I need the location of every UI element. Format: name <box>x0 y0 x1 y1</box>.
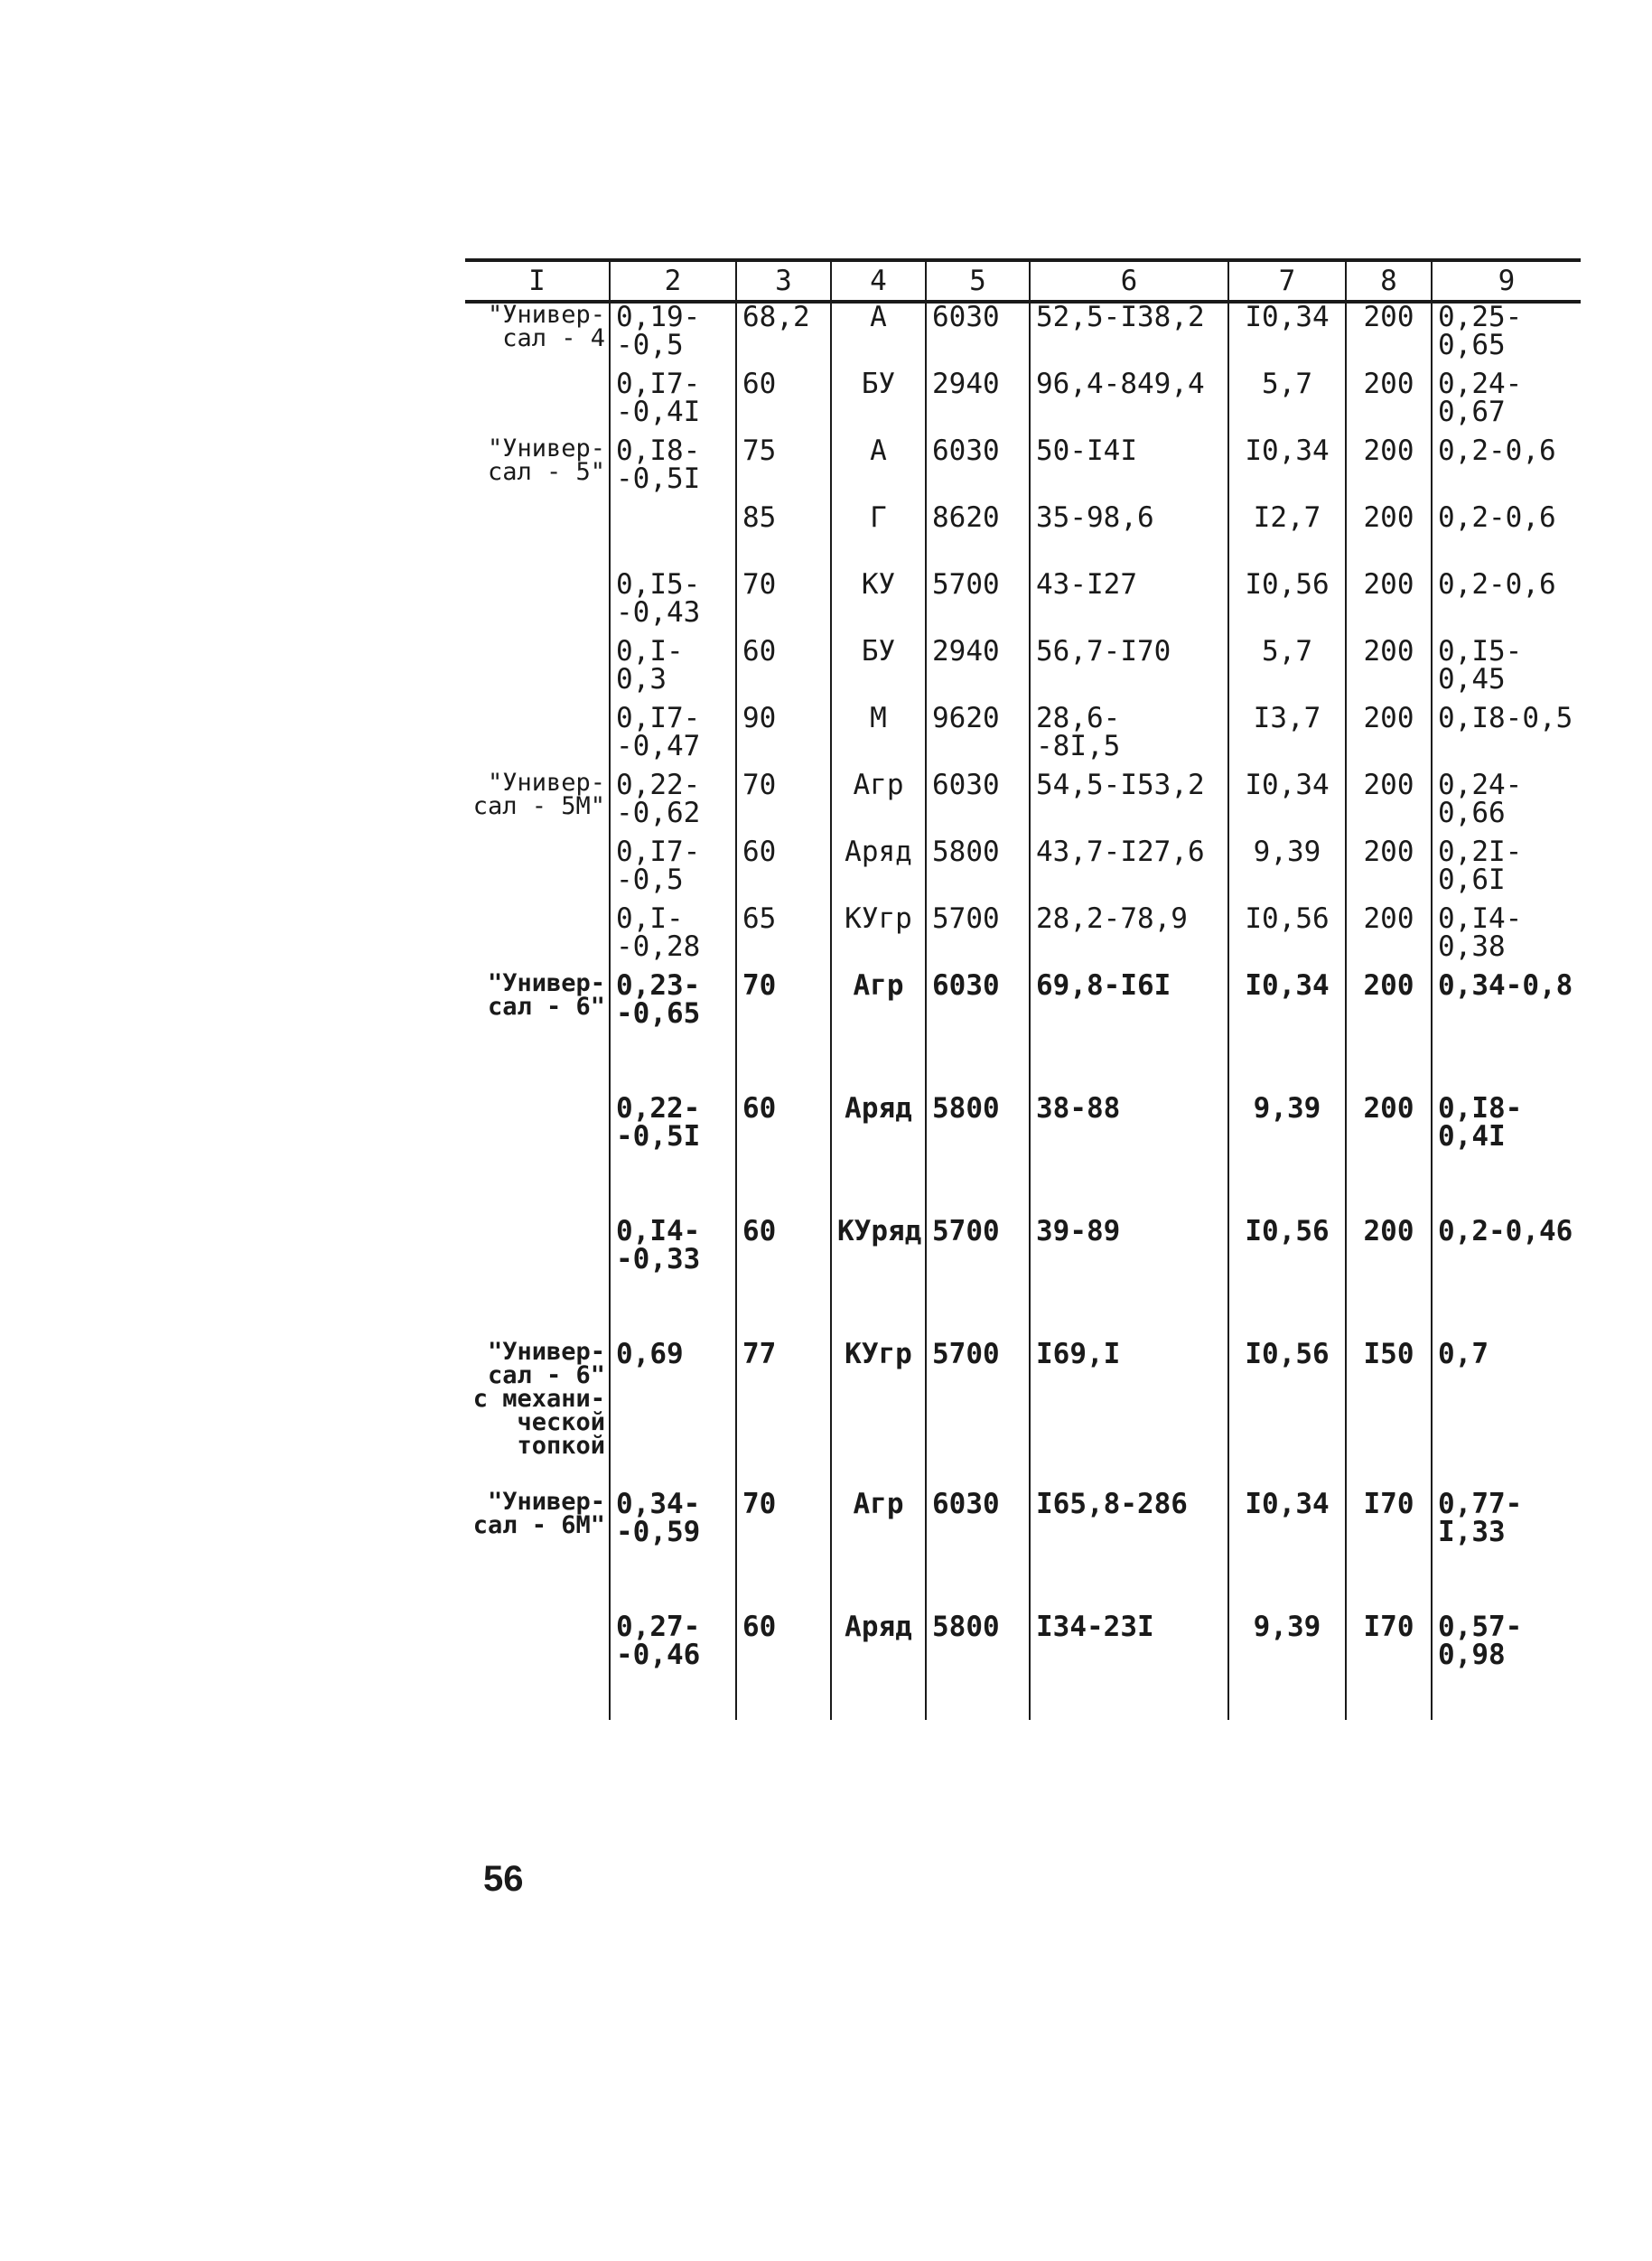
table-cell: 200 <box>1346 638 1432 705</box>
table-cell: I0,34 <box>1228 972 1346 1095</box>
table-cell: 0,2-0,46 <box>1432 1218 1581 1341</box>
table-row <box>465 302 1581 370</box>
table-cell: 70 <box>736 972 831 1095</box>
table-cell: 0,22- -0,62 <box>610 771 736 838</box>
table-row <box>465 437 1581 504</box>
table-cell: 9,39 <box>1228 1095 1346 1218</box>
data-table <box>465 258 1581 1720</box>
column-header: 9 <box>1432 260 1581 302</box>
table-cell <box>465 905 610 972</box>
table-cell: "Универ- сал - 5" <box>487 434 605 486</box>
table-row <box>465 705 1581 771</box>
table-cell: 0,24-0,67 <box>1432 370 1581 437</box>
table-cell: 43,7-I27,6 <box>1030 838 1228 905</box>
table-row <box>465 1613 1581 1720</box>
table-cell: I0,34 <box>1228 437 1346 504</box>
table-cell: 0,77-I,33 <box>1432 1490 1581 1613</box>
table-cell: 0,34-0,8 <box>1432 972 1581 1095</box>
table-cell: 200 <box>1346 905 1432 972</box>
table-cell: 60 <box>736 1095 831 1218</box>
table-cell: 70 <box>736 571 831 638</box>
column-header: 6 <box>1030 260 1228 302</box>
column-header: 3 <box>736 260 831 302</box>
table-cell: I0,56 <box>1228 1341 1346 1490</box>
table-cell: 70 <box>736 1490 831 1613</box>
table-cell: 0,2-0,6 <box>1432 571 1581 638</box>
table-cell: 0,2-0,6 <box>1432 437 1581 504</box>
table-cell: 6030 <box>926 771 1030 838</box>
table-cell: I65,8-286 <box>1030 1490 1228 1613</box>
table-cell: 0,19- -0,5 <box>610 302 736 370</box>
table-cell: 5700 <box>926 571 1030 638</box>
table-cell: I50 <box>1346 1341 1432 1490</box>
table-cell: 90 <box>736 705 831 771</box>
table-row <box>465 905 1581 972</box>
table-cell: 0,I7- -0,5 <box>610 838 736 905</box>
table-header-row <box>465 260 1581 302</box>
table-cell: 9,39 <box>1228 1613 1346 1720</box>
table-cell: 68,2 <box>736 302 831 370</box>
table-cell: I70 <box>1346 1613 1432 1720</box>
page-number: 56 <box>483 1859 524 1899</box>
table-cell <box>465 838 610 905</box>
table-cell: А <box>831 302 926 370</box>
table-cell: I0,34 <box>1228 302 1346 370</box>
table-cell: 0,I7- -0,47 <box>610 705 736 771</box>
table-row <box>465 1490 1581 1613</box>
table-cell: I2,7 <box>1228 504 1346 571</box>
table-cell: "Универ- сал - 6" <box>487 969 605 1021</box>
table-cell: 54,5-I53,2 <box>1030 771 1228 838</box>
table-cell: 38-88 <box>1030 1095 1228 1218</box>
table-cell: 5700 <box>926 1341 1030 1490</box>
table-cell: "Универ- сал - 4 <box>487 301 605 352</box>
column-header: 7 <box>1228 260 1346 302</box>
table-cell: 0,I4- -0,33 <box>610 1218 736 1341</box>
table-cell: 0,2I-0,6I <box>1432 838 1581 905</box>
table-cell: 0,2-0,6 <box>1432 504 1581 571</box>
table-cell <box>465 1095 610 1218</box>
table-cell <box>465 571 610 638</box>
table-cell: 2940 <box>926 370 1030 437</box>
table-cell: 52,5-I38,2 <box>1030 302 1228 370</box>
table-cell: 43-I27 <box>1030 571 1228 638</box>
table-cell: 200 <box>1346 838 1432 905</box>
column-header: 2 <box>610 260 736 302</box>
table-cell: М <box>831 705 926 771</box>
table-row <box>465 838 1581 905</box>
table-cell: 0,I5-0,45 <box>1432 638 1581 705</box>
table-cell: КУгр <box>831 1341 926 1490</box>
table-cell: 200 <box>1346 437 1432 504</box>
table-cell: 200 <box>1346 302 1432 370</box>
table-cell: Агр <box>831 771 926 838</box>
table-cell: Агр <box>831 1490 926 1613</box>
table-cell: 50-I4I <box>1030 437 1228 504</box>
table-cell: Аряд <box>831 1613 926 1720</box>
table-cell: 56,7-I70 <box>1030 638 1228 705</box>
table-cell: 85 <box>736 504 831 571</box>
table-cell: 0,I8-0,4I <box>1432 1095 1581 1218</box>
table-cell: 39-89 <box>1030 1218 1228 1341</box>
table-cell <box>465 705 610 771</box>
table-cell: 69,8-I6I <box>1030 972 1228 1095</box>
table-cell: 0,I7- -0,4I <box>610 370 736 437</box>
table-cell: 0,24-0,66 <box>1432 771 1581 838</box>
table-cell: 0,57-0,98 <box>1432 1613 1581 1720</box>
table-cell: Аряд <box>831 1095 926 1218</box>
table-cell: "Универ- сал - 6М" <box>472 1488 605 1539</box>
table-cell: 75 <box>736 437 831 504</box>
table-cell: 0,23- -0,65 <box>610 972 736 1095</box>
table-row <box>465 370 1581 437</box>
column-header: 5 <box>926 260 1030 302</box>
table-cell: КУряд <box>831 1218 926 1341</box>
table-cell: 28,6- -8I,5 <box>1030 705 1228 771</box>
table-row <box>465 972 1581 1095</box>
table-cell: 0,I-0,3 <box>610 638 736 705</box>
table-cell: 0,27- -0,46 <box>610 1613 736 1720</box>
table-cell: КУгр <box>831 905 926 972</box>
table-cell: 8620 <box>926 504 1030 571</box>
table-cell: 35-98,6 <box>1030 504 1228 571</box>
table-cell <box>465 504 610 571</box>
table-cell: 6030 <box>926 1490 1030 1613</box>
table-cell: "Универ- сал - 5М" <box>472 769 605 820</box>
table-cell: 5800 <box>926 1613 1030 1720</box>
table-cell: КУ <box>831 571 926 638</box>
table-row <box>465 771 1581 838</box>
table-cell: I0,34 <box>1228 771 1346 838</box>
table-cell: 6030 <box>926 302 1030 370</box>
table-cell: 200 <box>1346 972 1432 1095</box>
table-cell: 70 <box>736 771 831 838</box>
table-cell: 2940 <box>926 638 1030 705</box>
table-cell: 6030 <box>926 437 1030 504</box>
table-cell: 60 <box>736 1613 831 1720</box>
table-cell <box>465 1613 610 1720</box>
table-cell: 0,69 <box>610 1341 736 1490</box>
table-cell: 60 <box>736 638 831 705</box>
column-header: 8 <box>1346 260 1432 302</box>
table-cell <box>465 1218 610 1341</box>
table-cell: 5700 <box>926 1218 1030 1341</box>
table-cell: 96,4-849,4 <box>1030 370 1228 437</box>
table-cell: А <box>831 437 926 504</box>
table-cell: 0,34- -0,59 <box>610 1490 736 1613</box>
table-row <box>465 1218 1581 1341</box>
table-cell: 0,I4-0,38 <box>1432 905 1581 972</box>
table-cell: Г <box>831 504 926 571</box>
table-cell: 6030 <box>926 972 1030 1095</box>
table-row <box>465 1341 1581 1490</box>
table-cell: 60 <box>736 838 831 905</box>
table-cell: 200 <box>1346 771 1432 838</box>
table-cell: 60 <box>736 1218 831 1341</box>
table-cell: I34-23I <box>1030 1613 1228 1720</box>
table-cell: 5,7 <box>1228 370 1346 437</box>
table-cell: I3,7 <box>1228 705 1346 771</box>
table-cell: I70 <box>1346 1490 1432 1613</box>
table-cell: 200 <box>1346 705 1432 771</box>
table-cell: I0,56 <box>1228 571 1346 638</box>
table-cell: 9620 <box>926 705 1030 771</box>
table-cell: 200 <box>1346 1218 1432 1341</box>
table-cell: 0,22- -0,5I <box>610 1095 736 1218</box>
table-cell: 0,7 <box>1432 1341 1581 1490</box>
table-row <box>465 504 1581 571</box>
table-cell <box>465 370 610 437</box>
table-cell: "Универ- сал - 6" с механи- ческой топкой <box>472 1338 605 1460</box>
table-cell: 28,2-78,9 <box>1030 905 1228 972</box>
table-cell: 200 <box>1346 370 1432 437</box>
table-cell: 5800 <box>926 838 1030 905</box>
table-cell <box>465 638 610 705</box>
table-row <box>465 638 1581 705</box>
table-cell: 65 <box>736 905 831 972</box>
table-cell: I0,56 <box>1228 905 1346 972</box>
table-cell: 0,25-0,65 <box>1432 302 1581 370</box>
table-cell: 5,7 <box>1228 638 1346 705</box>
table-cell: 0,I8- -0,5I <box>610 437 736 504</box>
table-cell: 60 <box>736 370 831 437</box>
table-cell: БУ <box>831 370 926 437</box>
column-header: 4 <box>831 260 926 302</box>
table-cell: 0,I8-0,5 <box>1432 705 1581 771</box>
table-cell: 0,I- -0,28 <box>610 905 736 972</box>
table-cell: 200 <box>1346 571 1432 638</box>
table-cell: 9,39 <box>1228 838 1346 905</box>
table-cell: 0,I5- -0,43 <box>610 571 736 638</box>
table-cell: 5700 <box>926 905 1030 972</box>
table-cell: Аряд <box>831 838 926 905</box>
table-cell: 5800 <box>926 1095 1030 1218</box>
table-cell: I0,34 <box>1228 1490 1346 1613</box>
table-cell <box>610 504 736 571</box>
table-cell: 200 <box>1346 1095 1432 1218</box>
table-cell: Агр <box>831 972 926 1095</box>
table-cell: БУ <box>831 638 926 705</box>
table-cell: I69,I <box>1030 1341 1228 1490</box>
table-cell: 77 <box>736 1341 831 1490</box>
table-cell: I0,56 <box>1228 1218 1346 1341</box>
column-header: I <box>528 264 546 297</box>
table-cell: 200 <box>1346 504 1432 571</box>
table-row <box>465 1095 1581 1218</box>
table-row <box>465 571 1581 638</box>
